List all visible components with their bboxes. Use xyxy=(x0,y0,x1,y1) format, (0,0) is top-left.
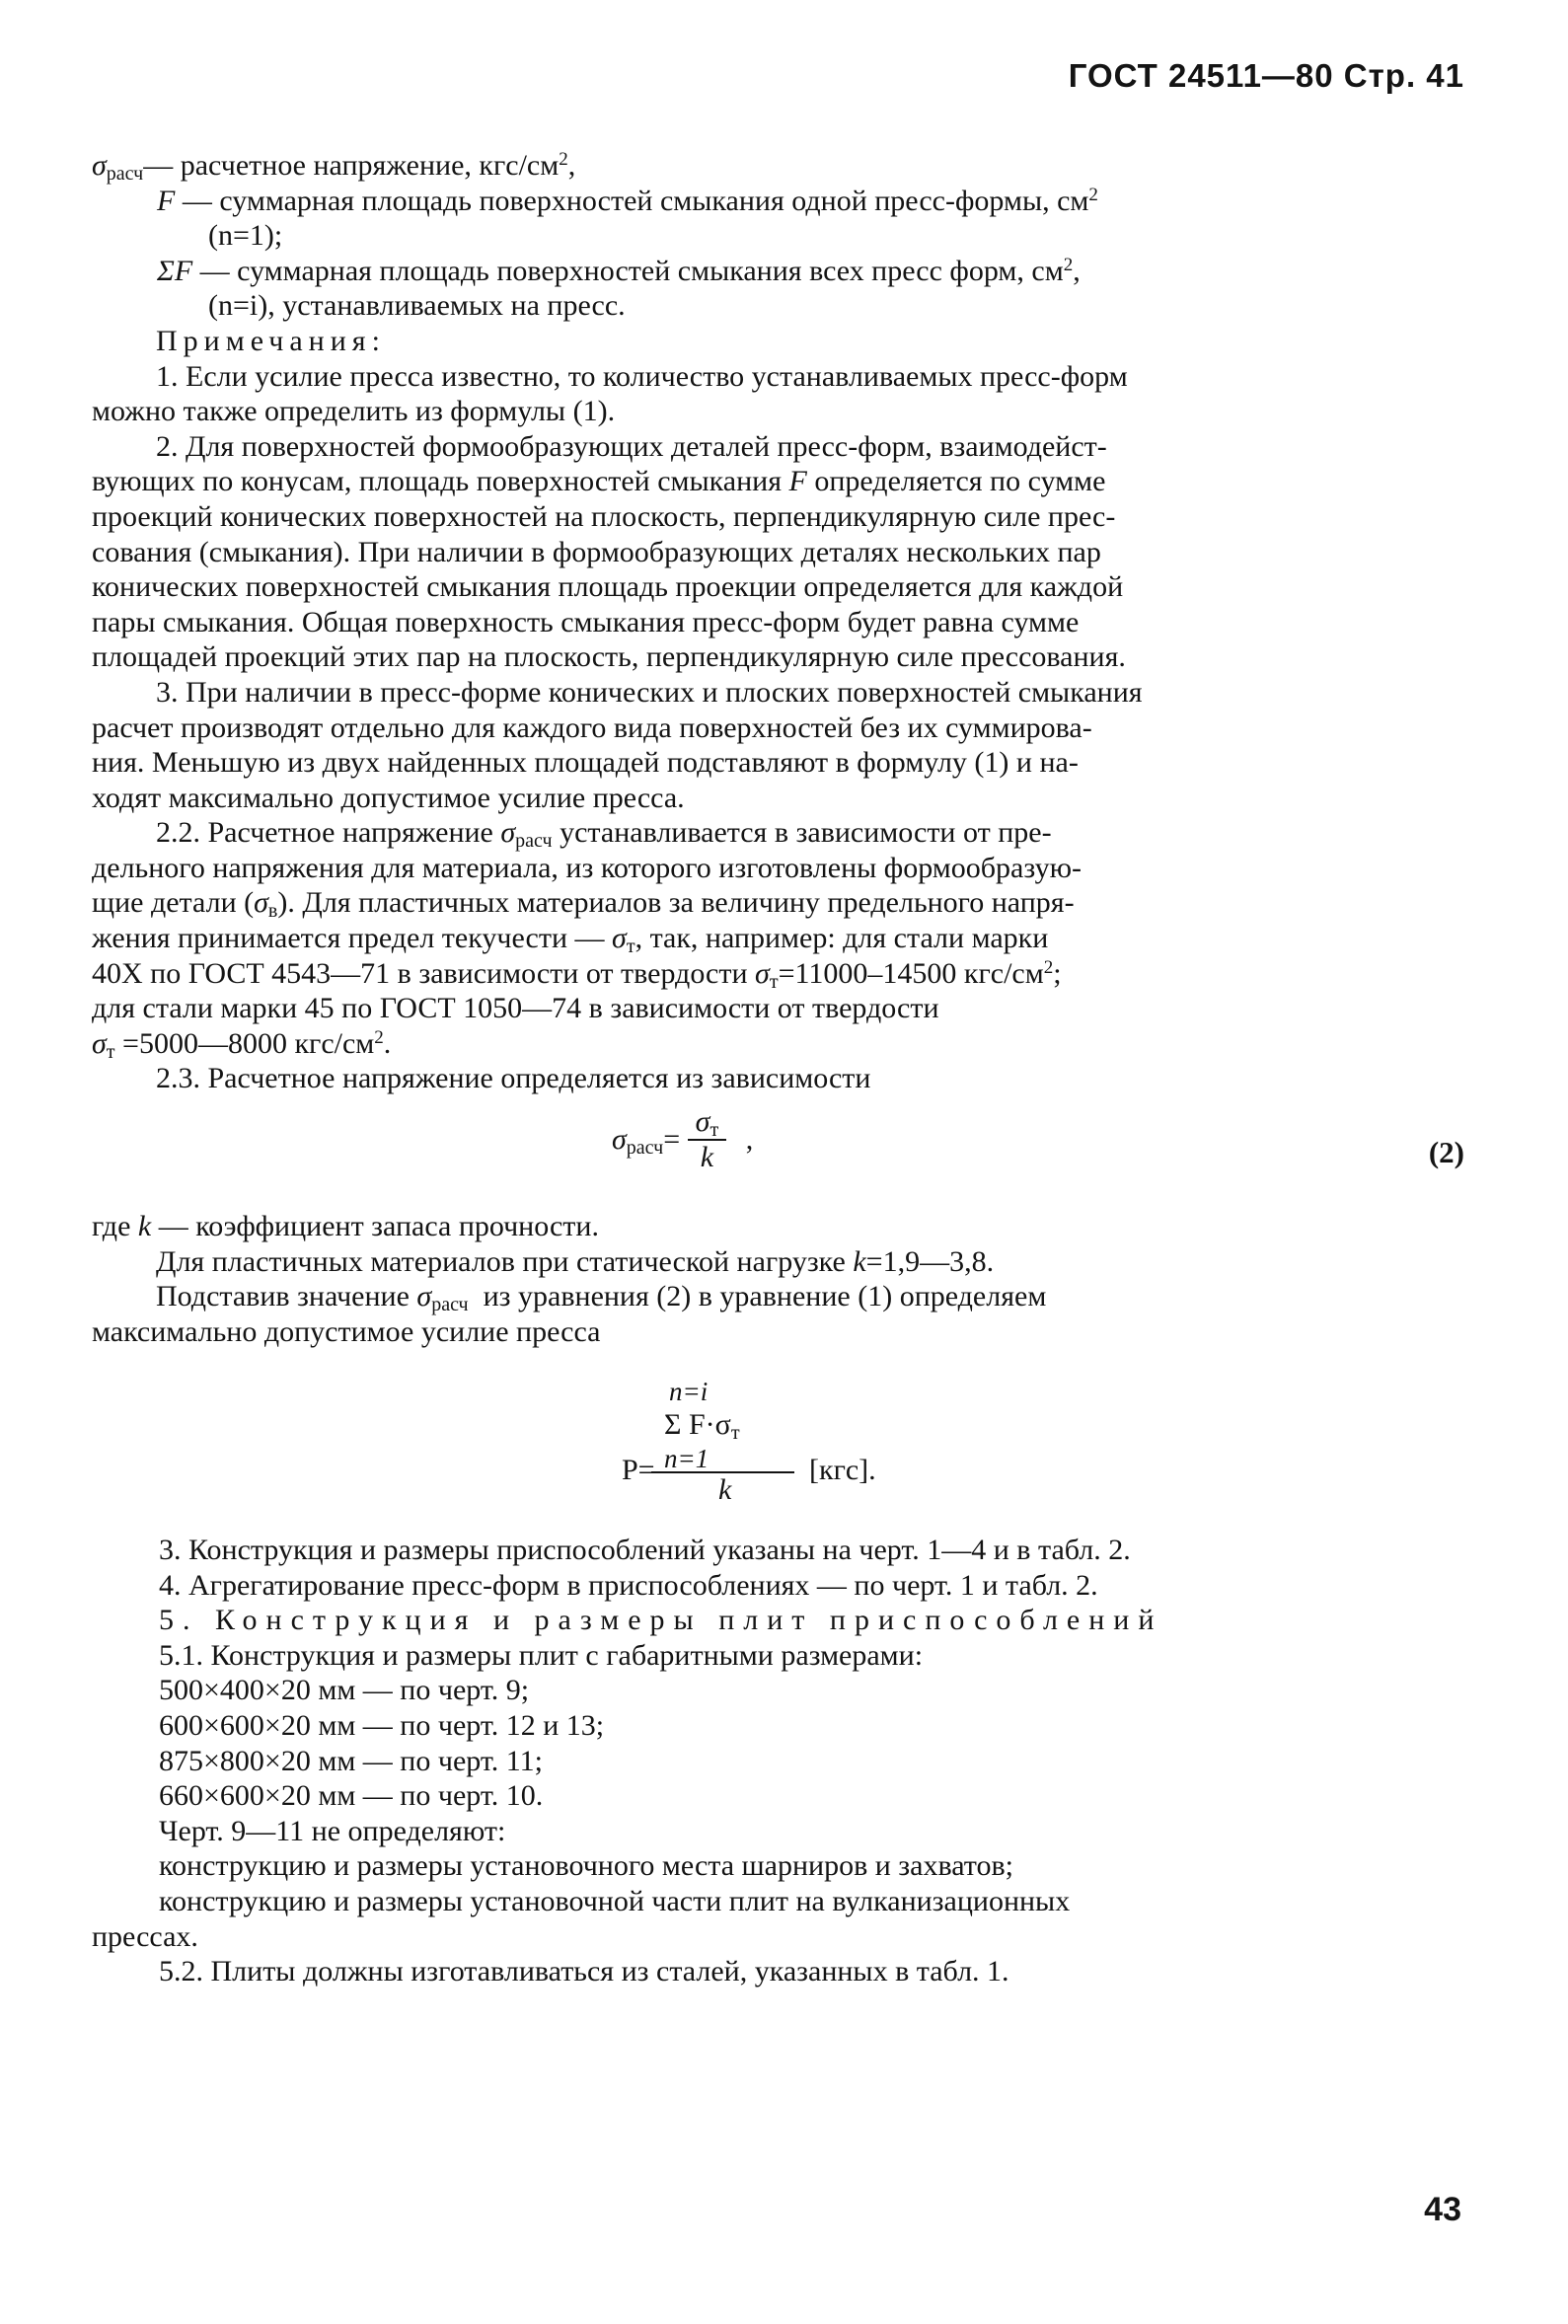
s23-block xyxy=(92,1209,1463,1349)
symbol: F xyxy=(157,184,176,217)
definitions-block xyxy=(92,148,1463,1096)
note-3-line: ходят максимально допустимое усилие пресса. xyxy=(92,781,685,814)
text-run: щие детали ( xyxy=(92,886,255,920)
text-run: вующих по конусам, площадь поверхностей смыкания xyxy=(92,465,782,498)
superscript: 2 xyxy=(374,1026,384,1048)
symbol: σ xyxy=(92,149,107,182)
s22-line: 40Х по ГОСТ 4543—71 в зависимости от твердости $\sigma_т=11000-14500$ кгс/$см^2$; xyxy=(92,956,1062,993)
formula-lhs: P= xyxy=(622,1454,655,1486)
text-run: определяется по сумме xyxy=(814,465,1106,498)
symbol: σ xyxy=(416,1280,432,1313)
page-header: ГОСТ 24511—80 Стр. 41 xyxy=(1068,57,1464,94)
drawings-note-item: конструкцию и размеры установочного места шарниров и захватов; xyxy=(159,1849,1013,1883)
formula-2 xyxy=(612,1105,753,1174)
symbol: σ xyxy=(755,956,770,990)
subscript: расч xyxy=(431,1294,469,1316)
formula-lhs xyxy=(612,1123,680,1157)
superscript: 2 xyxy=(1063,254,1074,275)
sum-lower-limit: n=1 xyxy=(664,1444,709,1473)
def-text: — суммарная площадь поверхностей смыкания одной пресс-формы, см xyxy=(182,184,1089,217)
notes-heading xyxy=(92,324,1463,359)
dimension-line: 600×600×20 мм — по черт. 12 и 13; xyxy=(159,1708,605,1742)
sum-expression xyxy=(664,1408,740,1442)
text-run: Подставив значение xyxy=(156,1280,410,1313)
subscript: т xyxy=(709,1119,719,1141)
text-run: устанавливается в зависимости от пре- xyxy=(560,816,1052,850)
note-2-line: проекций конических поверхностей на плоскость, перпендикулярную силе прес- xyxy=(92,499,1116,533)
denominator xyxy=(688,1141,727,1174)
text-run: , так, например: для стали марки xyxy=(635,922,1049,955)
comma: , xyxy=(745,1123,754,1156)
note-3-line: 3. При наличии в пресс-форме конических и плоских поверхностей смыкания xyxy=(156,675,1143,709)
symbol: k xyxy=(853,1244,866,1278)
s22-line: для стали марки 45 по ГОСТ 1050—74 в зависимости от твердости xyxy=(92,992,939,1025)
s22-line xyxy=(92,885,1463,921)
heading-text: 5. Конструкция и размеры плит приспособлений xyxy=(159,1604,1163,1637)
def-sf-cond: (n=i), устанавливаемых на пресс. xyxy=(208,289,626,323)
s22-line xyxy=(92,921,1463,956)
dimension-line: 500×400×20 мм — по черт. 9; xyxy=(159,1674,530,1707)
item-3: 3. Конструкция и размеры приспособлений указаны на черт. 1—4 и в табл. 2. xyxy=(159,1534,1131,1566)
def-f-cond: (n=1); xyxy=(208,219,283,253)
text-run: =11000–14500 кгс/см xyxy=(778,956,1044,990)
symbol: ΣF xyxy=(157,254,193,287)
symbol: k xyxy=(137,1210,152,1242)
period: . xyxy=(383,1026,392,1060)
symbol: σ xyxy=(612,1123,627,1156)
subscript: т xyxy=(626,936,635,958)
text-run: — коэффициент запаса прочности. xyxy=(158,1210,599,1242)
subscript: расч xyxy=(626,1137,664,1159)
symbol: σ xyxy=(254,886,268,920)
subscript: т xyxy=(730,1422,740,1444)
note-2-line: площадей проекций этих пар на плоскость, перпендикулярную силе прессования. xyxy=(92,640,1126,674)
item-4: 4. Агрегатирование пресс-форм в приспособлениях — по черт. 1 и табл. 2. xyxy=(159,1568,1098,1602)
numerator xyxy=(688,1105,727,1141)
formula-2-number: (2) xyxy=(1428,1135,1464,1169)
note-1-line: можно также определить из формулы (1). xyxy=(92,395,616,428)
note-2-line: пары смыкания. Общая поверхность смыкания пресс-форм будет равна сумме xyxy=(92,605,1080,638)
s22-line xyxy=(92,815,1463,851)
text-run: Для пластичных материалов при статической нагрузке xyxy=(156,1244,846,1278)
subst-line: максимально допустимое усилие пресса xyxy=(92,1314,601,1348)
s23-intro: 2.3. Расчетное напряжение определяется из зависимости xyxy=(156,1062,871,1095)
text-run: Σ F·σ xyxy=(664,1408,731,1441)
symbol: σ xyxy=(500,816,516,850)
subscript: расч xyxy=(106,163,144,185)
note-3-line: расчет производят отдельно для каждого вида поверхностей без их суммирова- xyxy=(92,711,1092,744)
def-text: — расчетное напряжение, кгс/см xyxy=(143,149,560,182)
formula-unit: [кгс]. xyxy=(809,1454,876,1486)
drawings-note: Черт. 9—11 не определяют: xyxy=(159,1814,506,1847)
symbol: σ xyxy=(612,922,627,955)
text-run: ). Для пластичных материалов за величину предельного напря- xyxy=(277,886,1075,920)
text-run: где xyxy=(92,1210,131,1242)
symbol: σ xyxy=(695,1105,710,1138)
s22-line: дельного напряжения для материала, из которого изготовлены формообразую- xyxy=(92,851,1082,884)
text-run: 2.2. Расчетное напряжение xyxy=(156,816,493,850)
note-2-line: сования (смыкания). При наличии в формообразующих деталях нескольких пар xyxy=(92,535,1101,568)
superscript: 2 xyxy=(559,149,568,170)
drawings-note-item: прессах. xyxy=(92,1919,198,1953)
page-number: 43 xyxy=(1424,2191,1461,2228)
def-sf: ΣF — суммарная площадь поверхностей смыкания всех пресс форм, $см^2$, xyxy=(157,254,1081,287)
text-run: 40Х по ГОСТ 4543—71 в зависимости от твердости xyxy=(92,956,748,990)
item-5-2: 5.2. Плиты должны изготавливаться из сталей, указанных в табл. 1. xyxy=(159,1955,1009,1988)
sum-upper-limit: n=i xyxy=(669,1377,709,1406)
text-run: из уравнения (2) в уравнение (1) определяем xyxy=(483,1280,1047,1313)
items-block xyxy=(92,1533,1463,1989)
note-2-line: 2. Для поверхностей формообразующих деталей пресс-форм, взаимодейст- xyxy=(156,429,1107,463)
subst-line xyxy=(92,1279,1463,1314)
superscript: 2 xyxy=(1043,956,1054,978)
subscript: расч xyxy=(515,830,553,853)
equals: = xyxy=(663,1123,681,1156)
def-text: — суммарная площадь поверхностей смыкания всех пресс форм, см xyxy=(199,254,1064,287)
def-sigma: $\sigma_{расч}—$ расчетное напряжение, кгс/$см^2$, xyxy=(92,149,576,185)
dimension-line: 875×800×20 мм — по черт. 11; xyxy=(159,1744,543,1777)
symbol: F xyxy=(788,465,807,498)
fraction xyxy=(688,1105,727,1174)
superscript: 2 xyxy=(1088,184,1098,205)
subscript: т xyxy=(769,970,779,993)
note-3-line: ния. Меньшую из двух найденных площадей подставляют в формулу (1) и на- xyxy=(92,746,1079,780)
def-f xyxy=(92,184,1463,219)
note-1-line: 1. Если усилие пресса известно, то количество устанавливаемых пресс-форм xyxy=(156,359,1128,393)
symbol: σ xyxy=(92,1026,107,1060)
notes-heading-text: Примечания: xyxy=(156,324,386,357)
text-run: жения принимается предел текучести — xyxy=(92,922,605,955)
subscript: т xyxy=(106,1040,115,1063)
symbol: k xyxy=(700,1141,714,1173)
item-5-heading xyxy=(92,1603,1463,1638)
denominator: k xyxy=(718,1473,732,1506)
dimension-line: 660×600×20 мм — по черт. 10. xyxy=(159,1779,544,1813)
s22-line xyxy=(92,1026,1463,1062)
text-run: =5000—8000 кгс/см xyxy=(122,1026,375,1060)
item-5-1: 5.1. Конструкция и размеры плит с габаритными размерами: xyxy=(159,1638,924,1672)
where-line xyxy=(92,1209,1463,1244)
note-2-line xyxy=(92,464,1463,499)
plastic-line xyxy=(92,1244,1463,1280)
note-2-line: конических поверхностей смыкания площадь проекции определяется для каждой xyxy=(92,570,1124,604)
subscript: в xyxy=(267,900,278,923)
drawings-note-item: конструкцию и размеры установочной части плит на вулканизационных xyxy=(159,1884,1071,1917)
text-run: =1,9—3,8. xyxy=(865,1244,995,1278)
